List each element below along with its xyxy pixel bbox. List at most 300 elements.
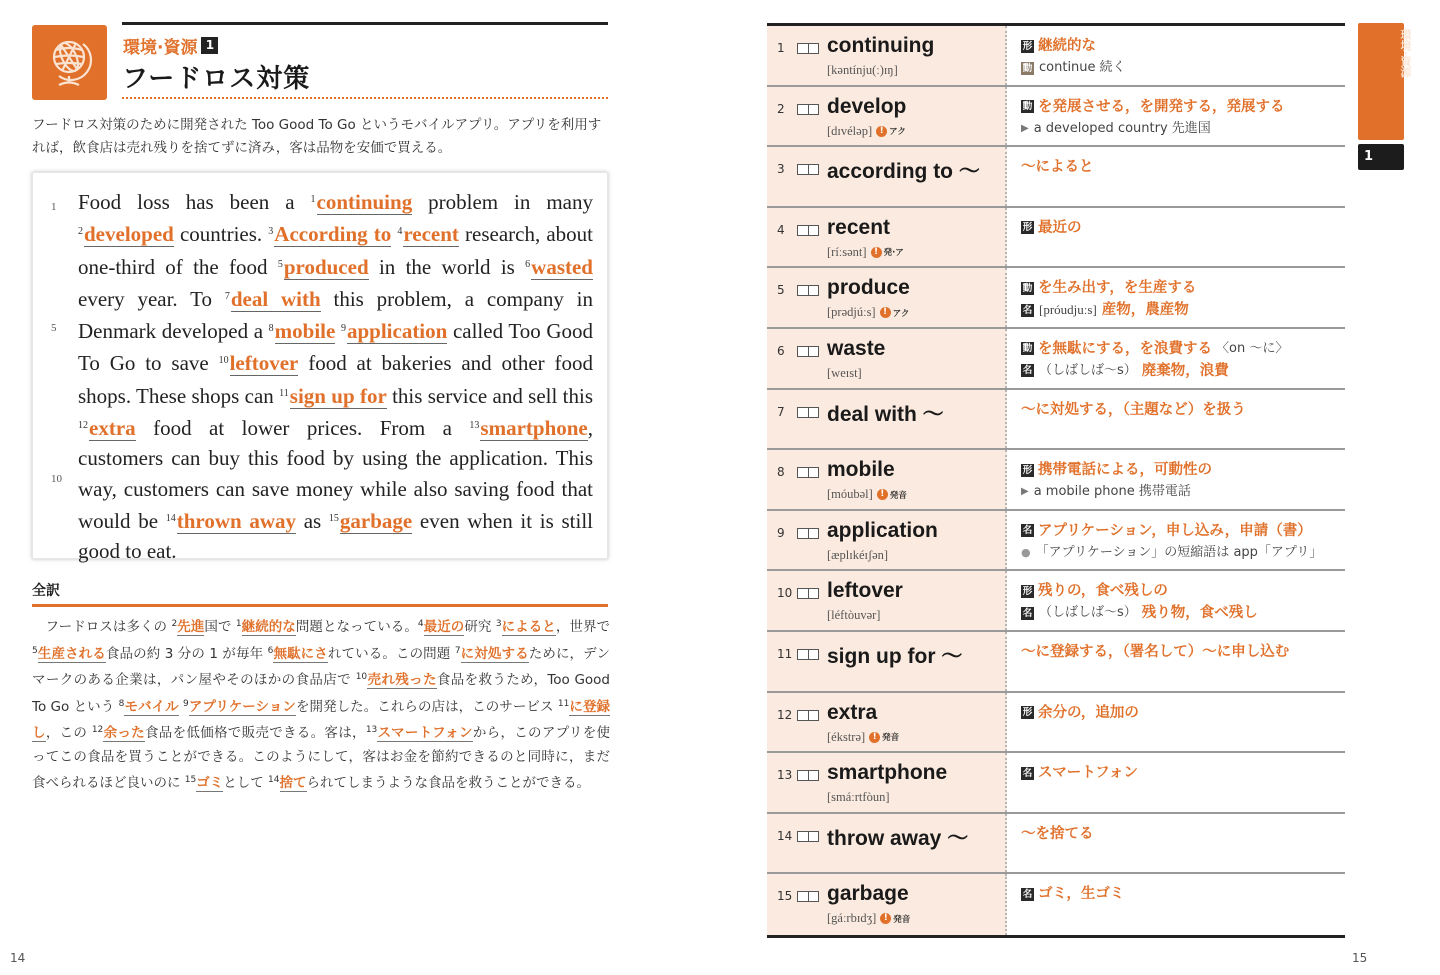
checkbox-icon[interactable] (797, 770, 819, 781)
checkbox-icon[interactable] (797, 346, 819, 357)
keyword-number: 9 (340, 323, 346, 335)
checkbox-icon[interactable] (797, 710, 819, 721)
warning-label: 発·ア (883, 248, 904, 259)
ipa-text: [móubəl] (827, 487, 873, 502)
vocab-number: 10 (777, 586, 793, 601)
vocab-row (767, 26, 1345, 87)
keyword[interactable]: deal with (230, 286, 321, 311)
keyword-number: 10 (218, 355, 229, 367)
definition-line (1021, 360, 1345, 382)
exclamation-icon: ! (869, 732, 880, 743)
definition-text: を生み出す，を生産する (1038, 280, 1197, 297)
pronunciation (827, 730, 899, 745)
translation-rule (32, 604, 608, 607)
checkbox-icon[interactable] (797, 407, 819, 418)
ipa-text: [weɪst] (827, 365, 862, 380)
vocab-row (767, 329, 1345, 390)
vocab-definitions (1007, 329, 1345, 388)
text-run: ，世界で (555, 619, 611, 635)
keyword[interactable]: 売れ残った (367, 672, 437, 688)
warning-label: 発音 (882, 733, 900, 744)
text-run: 国で (204, 619, 236, 635)
keyword-number: 4 (397, 226, 403, 238)
pronunciation (827, 608, 880, 623)
definition-text: 廃棄物，浪費 (1141, 362, 1229, 379)
vocab-row (767, 268, 1345, 329)
vocab-number: 9 (777, 525, 785, 540)
definition-line (1021, 542, 1345, 564)
text-run: られてしまうような食品を救うことができる。 (306, 775, 590, 791)
vocab-row (767, 693, 1345, 754)
checkbox-icon[interactable] (797, 164, 819, 175)
vocab-number: 8 (777, 465, 785, 480)
keyword[interactable]: 先進 (177, 619, 205, 635)
definition-text: 携帯電話による，可動性の (1038, 462, 1212, 479)
keyword-number: 12 (78, 420, 88, 432)
part-of-speech-badge: 形 (1022, 707, 1033, 719)
keyword-number: 13 (469, 420, 480, 432)
vocab-entry (767, 693, 1007, 752)
checkbox-icon[interactable] (797, 649, 819, 660)
vocab-entry (767, 329, 1007, 388)
text-run: フードロスは多くの (45, 619, 172, 635)
vocab-row (767, 511, 1345, 572)
definition-note: （しばしば～s） (1039, 362, 1137, 378)
vocab-definitions (1007, 268, 1345, 327)
exclamation-icon: ! (876, 126, 887, 137)
translation-heading: 全訳 (32, 583, 60, 599)
vocab-entry (767, 208, 1007, 267)
definition-text: ゴミ，生ゴミ (1038, 886, 1125, 903)
text-run: として (223, 775, 269, 791)
japanese-translation (32, 613, 610, 796)
keyword[interactable]: 余った (103, 725, 145, 741)
keyword[interactable]: developed (84, 222, 174, 247)
pronunciation (827, 245, 904, 260)
definition-text: ～を捨てる (1021, 825, 1094, 842)
definition-line (1021, 96, 1345, 118)
vocab-row (767, 450, 1345, 511)
ipa-text: [kəntínju(ː)ɪŋ] (827, 63, 898, 77)
definition-line (1021, 883, 1345, 905)
definition-line (1021, 481, 1345, 503)
definition-line (1021, 459, 1345, 481)
keyword[interactable]: leftover (229, 351, 299, 376)
ipa-text: [próudjuːs] (1039, 302, 1097, 318)
line-number: 10 (51, 473, 62, 485)
text-run: as (296, 508, 329, 533)
text-run: れている。この問題 (327, 645, 455, 662)
vocab-word: recent (827, 215, 891, 239)
warning-label: アク (892, 308, 910, 319)
keyword[interactable]: モバイル (124, 698, 179, 715)
definition-text: 残りの，食べ残しの (1038, 583, 1168, 600)
text-run: food at bakeries and other food shops. These shops can (78, 351, 593, 408)
keyword-number: 8 (118, 698, 125, 709)
line-number: 5 (51, 322, 57, 334)
keyword[interactable]: 捨て (279, 775, 307, 791)
definition-text: を発展させる，を開発する，発展する (1038, 98, 1285, 115)
part-of-speech-badge: 動 (1022, 343, 1033, 355)
definition-line (1021, 641, 1345, 663)
definition-line (1021, 702, 1345, 724)
vocab-definitions (1007, 632, 1345, 691)
vocab-definitions (1007, 511, 1345, 570)
vocab-word: sign up for ～ (827, 644, 963, 668)
vocab-entry (767, 511, 1007, 570)
vocab-number: 12 (777, 707, 793, 722)
title-dotted-rule (122, 97, 608, 99)
vocab-definitions (1007, 390, 1345, 449)
vocab-number: 2 (777, 101, 785, 116)
keyword[interactable]: thrown away (176, 508, 297, 533)
vocab-number: 7 (777, 404, 785, 419)
keyword[interactable]: によると (501, 619, 556, 635)
intro-text: フードロス対策のために開発された Too Good To Go というモバイルアプリ。アプリを利用すれば，飲食店は売れ残りを捨てずに済み，客は品物を安価で買える。 (32, 117, 602, 156)
keyword[interactable]: mobile (274, 319, 336, 344)
definition-line (1021, 580, 1345, 602)
vocab-word: waste (827, 336, 886, 360)
vocab-entry (767, 26, 1007, 85)
text-run: in the world is (368, 254, 526, 279)
keyword-number: 9 (183, 698, 189, 709)
keyword-number: 13 (365, 725, 378, 735)
vocab-row (767, 208, 1345, 269)
text-run: research, about one-third of the food (78, 222, 593, 279)
definition-text: スマートフォン (1038, 765, 1139, 782)
pronunciation (827, 124, 906, 139)
vocab-number: 15 (777, 889, 793, 904)
ipa-text: [ékstrə] (827, 729, 866, 744)
vocab-entry (767, 632, 1007, 691)
bullet-icon: ● (1021, 545, 1031, 559)
vocab-word: continuing (827, 34, 935, 57)
keyword-number: 6 (525, 258, 531, 270)
vocab-number: 5 (777, 283, 785, 298)
vocab-definitions (1007, 450, 1345, 509)
vocab-word: deal with ～ (827, 402, 944, 426)
keyword-number: 7 (224, 290, 230, 302)
definition-line (1021, 399, 1345, 421)
category-number: 1 (201, 37, 218, 54)
keyword-number: 11 (279, 387, 289, 399)
vocab-entry (767, 87, 1007, 146)
text-run: problem in many (412, 190, 593, 214)
part-of-speech-badge: 名 (1022, 304, 1033, 316)
vocab-row (767, 147, 1345, 208)
keyword[interactable]: に登録し (32, 698, 611, 741)
text-run: ，この (45, 725, 92, 741)
text-run: Food loss has been a (78, 190, 311, 214)
right-page (720, 0, 1440, 975)
keyword[interactable]: 継続的な (241, 619, 296, 635)
part-of-speech-badge: 形 (1022, 585, 1033, 597)
side-tab-label: 環境·資源 (1399, 29, 1412, 78)
keyword[interactable]: 生産される (37, 645, 106, 662)
bullet-icon: ▶ (1021, 486, 1029, 498)
definition-text: a developed country 先進国 (1033, 120, 1211, 136)
part-of-speech-badge: 名 (1022, 365, 1033, 377)
definition-line (1021, 217, 1345, 239)
keyword-number: 5 (32, 645, 38, 656)
category-text: 環境·資源 (123, 38, 198, 58)
keyword-number: 1 (310, 194, 316, 205)
vocab-word: smartphone (827, 761, 948, 785)
keyword[interactable]: 最近の (423, 619, 465, 635)
keyword-number: 3 (268, 226, 274, 238)
vocab-definitions (1007, 208, 1345, 267)
text-run: 研究 (464, 619, 496, 635)
text-run: ために，デンマークのある企業は，パン屋やそのほかの食品店で (32, 645, 611, 688)
text-run: 食品を低価格で販売できる。客は， (144, 725, 366, 741)
text-run: this service and sell this (386, 383, 593, 408)
warning-label: アク (889, 127, 906, 138)
keyword[interactable]: continuing (316, 190, 413, 214)
keyword[interactable]: application (346, 319, 448, 344)
definition-text: 最近の (1038, 219, 1082, 236)
definition-line (1021, 823, 1345, 845)
vocab-row (767, 753, 1345, 814)
part-of-speech-badge: 名 (1022, 767, 1033, 779)
pronunciation (827, 366, 862, 381)
vocab-row (767, 632, 1345, 693)
checkbox-icon[interactable] (797, 528, 819, 539)
keyword[interactable]: recent (403, 222, 459, 247)
warning-note (871, 246, 904, 258)
part-of-speech-badge: 名 (1022, 607, 1033, 619)
keyword-number: 6 (267, 645, 274, 656)
definition-text: 継続的な (1038, 38, 1096, 54)
category-label (123, 33, 218, 58)
warning-note (880, 307, 910, 319)
ipa-text: [æplɪkéɪʃən] (827, 547, 889, 562)
text-run: every year. To (78, 286, 225, 311)
vocab-row (767, 571, 1345, 632)
text-run: 食品の約 3 分の 1 が毎年 (105, 645, 268, 662)
vocab-entry (767, 874, 1007, 935)
definition-line (1021, 156, 1345, 178)
exclamation-icon: ! (880, 913, 891, 924)
ipa-text: [smáːrtfòun] (827, 790, 890, 805)
vocab-definitions (1007, 26, 1345, 85)
vocab-word: extra (827, 700, 878, 724)
part-of-speech-badge: 形 (1022, 464, 1033, 476)
vocab-number: 6 (777, 343, 785, 358)
part-of-speech-badge: 動 (1022, 62, 1033, 74)
page-number-right: 15 (1352, 951, 1368, 965)
vocab-definitions (1007, 874, 1345, 935)
vocab-number: 13 (777, 768, 793, 783)
keyword-number: 5 (277, 258, 283, 270)
vocab-entry (767, 268, 1007, 327)
vocab-table (767, 23, 1345, 938)
text-run: 問題となっている。 (295, 619, 418, 635)
keyword[interactable]: produced (283, 254, 369, 279)
vocab-word: produce (827, 276, 910, 300)
passage-box (32, 172, 608, 564)
vocab-word: throw away ～ (827, 826, 969, 850)
bullet-icon: ▶ (1021, 122, 1029, 134)
warning-note (880, 913, 910, 925)
warning-label: 発音 (889, 490, 907, 501)
vocab-entry (767, 450, 1007, 509)
checkbox-icon[interactable] (797, 285, 819, 296)
warning-label: 発音 (893, 914, 911, 925)
keyword-number: 1 (235, 619, 242, 629)
vocab-entry (767, 390, 1007, 449)
definition-text: 残り物，食べ残し (1141, 605, 1258, 622)
keyword[interactable]: garbage (339, 508, 413, 533)
keyword[interactable]: extra (89, 416, 136, 441)
pronunciation (827, 548, 888, 563)
checkbox-icon[interactable] (797, 588, 819, 599)
keyword[interactable]: wasted (531, 254, 593, 279)
vocab-definitions (1007, 814, 1345, 873)
keyword-number: 2 (78, 226, 83, 238)
vocab-number: 11 (777, 646, 793, 661)
pronunciation (827, 63, 898, 78)
keyword[interactable]: 無駄にさ (273, 645, 328, 662)
ipa-text: [léftòuvər] (827, 608, 881, 623)
vocab-definitions (1007, 87, 1345, 146)
keyword-number: 7 (454, 645, 461, 656)
definition-text: 余分の，追加の (1038, 704, 1139, 721)
vocab-word: mobile (827, 458, 895, 482)
keyword-number: 3 (495, 619, 502, 629)
text-run: called Too Good To Go to save (78, 319, 594, 376)
definition-line (1021, 277, 1345, 299)
keyword-number: 12 (91, 725, 104, 735)
definition-line (1021, 762, 1345, 784)
checkbox-icon[interactable] (797, 831, 819, 842)
pronunciation (827, 487, 907, 502)
definition-line (1021, 602, 1345, 624)
vocab-entry (767, 147, 1007, 206)
definition-text: 「アプリケーション」の短縮語は app「アプリ」 (1035, 544, 1323, 560)
text-run: countries. (173, 222, 269, 247)
vocab-number: 14 (777, 828, 793, 843)
ipa-text: [ríːsənt] (827, 244, 867, 259)
warning-note (869, 731, 899, 743)
keyword-number: 15 (184, 775, 197, 785)
topic-icon-box (32, 25, 107, 100)
keyword[interactable]: スマートフォン (377, 725, 473, 741)
ipa-text: [prədjúːs] (827, 305, 876, 320)
page-number-left: 14 (10, 951, 26, 965)
definition-line (1021, 57, 1345, 79)
warning-note (876, 125, 906, 137)
definition-line (1021, 35, 1345, 57)
vocab-entry (767, 814, 1007, 873)
warning-note (877, 489, 907, 501)
line-number: 1 (51, 201, 57, 213)
definition-text: ～に対処する，（主題など）を扱う (1021, 401, 1246, 418)
exclamation-icon: ! (871, 247, 882, 258)
vocab-number: 3 (777, 162, 785, 177)
part-of-speech-badge: 動 (1022, 282, 1033, 294)
page-title: フードロス対策 (122, 64, 311, 94)
vocab-row (767, 814, 1345, 875)
text-run: even when it is still good to eat. (78, 508, 593, 564)
vocab-definitions (1007, 147, 1345, 206)
checkbox-icon[interactable] (797, 891, 819, 902)
text-run: , customers can buy this food by using the application. This way, customers can save money while also saving food that would be (78, 416, 593, 533)
vocab-word: garbage (827, 882, 909, 906)
keyword[interactable]: According to (274, 222, 392, 247)
globe-icon (45, 36, 95, 90)
keyword[interactable]: に対処する (460, 645, 529, 662)
header-rule (122, 22, 608, 25)
checkbox-icon[interactable] (797, 467, 819, 478)
vocab-entry (767, 571, 1007, 630)
vocab-entry (767, 753, 1007, 812)
keyword-number: 10 (355, 672, 368, 682)
keyword-number: 2 (171, 619, 178, 629)
keyword-number: 14 (268, 775, 280, 785)
definition-line (1021, 118, 1345, 140)
definition-note: 〈on ～に〉 (1216, 340, 1289, 356)
vocab-definitions (1007, 753, 1345, 812)
keyword-number: 14 (165, 512, 176, 524)
keyword-number: 11 (557, 698, 570, 709)
part-of-speech-badge: 名 (1022, 888, 1033, 900)
ipa-text: [gáːrbɪdʒ] (827, 911, 877, 926)
checkbox-icon[interactable] (797, 43, 819, 54)
vocab-word: develop (827, 94, 907, 118)
keyword[interactable]: smartphone (480, 416, 588, 441)
definition-line (1021, 520, 1345, 542)
vocab-row (767, 874, 1345, 935)
pronunciation (827, 790, 889, 805)
definition-text: 産物，農産物 (1101, 302, 1189, 319)
english-passage (78, 185, 593, 567)
keyword[interactable]: sign up for (289, 383, 387, 408)
text-run: this problem, a company in Denmark developed a (78, 286, 594, 344)
ipa-text: [dɪvéləp] (827, 123, 873, 138)
side-tab[interactable] (1358, 23, 1412, 140)
keyword[interactable]: アプリケーション (188, 698, 296, 715)
part-of-speech-badge: 形 (1022, 40, 1033, 52)
pronunciation (827, 911, 910, 926)
vocab-number: 1 (777, 41, 785, 55)
exclamation-icon: ! (877, 489, 888, 500)
vocab-word: leftover (827, 579, 903, 603)
keyword-number: 4 (417, 619, 424, 629)
definition-text: a mobile phone 携帯電話 (1033, 484, 1191, 500)
keyword[interactable]: ゴミ (196, 775, 224, 791)
checkbox-icon[interactable] (797, 225, 819, 236)
definition-text: ～によると (1021, 159, 1094, 176)
definition-note: （しばしば～s） (1039, 605, 1137, 621)
vocab-row (767, 390, 1345, 451)
vocab-word: application (827, 518, 938, 542)
definition-line (1021, 299, 1345, 321)
part-of-speech-badge: 形 (1022, 222, 1033, 234)
text-run: food at lower prices. From a (135, 416, 470, 441)
definition-text: アプリケーション，申し込み，申請（書） (1038, 522, 1312, 539)
keyword-number: 8 (268, 323, 274, 335)
definition-text: ～に登録する，（署名して）～に申し込む (1021, 643, 1290, 660)
vocab-row (767, 87, 1345, 148)
definition-text: continue 続く (1039, 60, 1126, 75)
pronunciation (827, 305, 909, 320)
vocab-word: according to ～ (827, 160, 980, 184)
checkbox-icon[interactable] (797, 104, 819, 115)
definition-text: を無駄にする，を浪費する (1038, 340, 1212, 357)
side-tab-number: 1 (1358, 144, 1404, 170)
vocab-number: 4 (777, 222, 785, 237)
exclamation-icon: ! (880, 307, 891, 318)
